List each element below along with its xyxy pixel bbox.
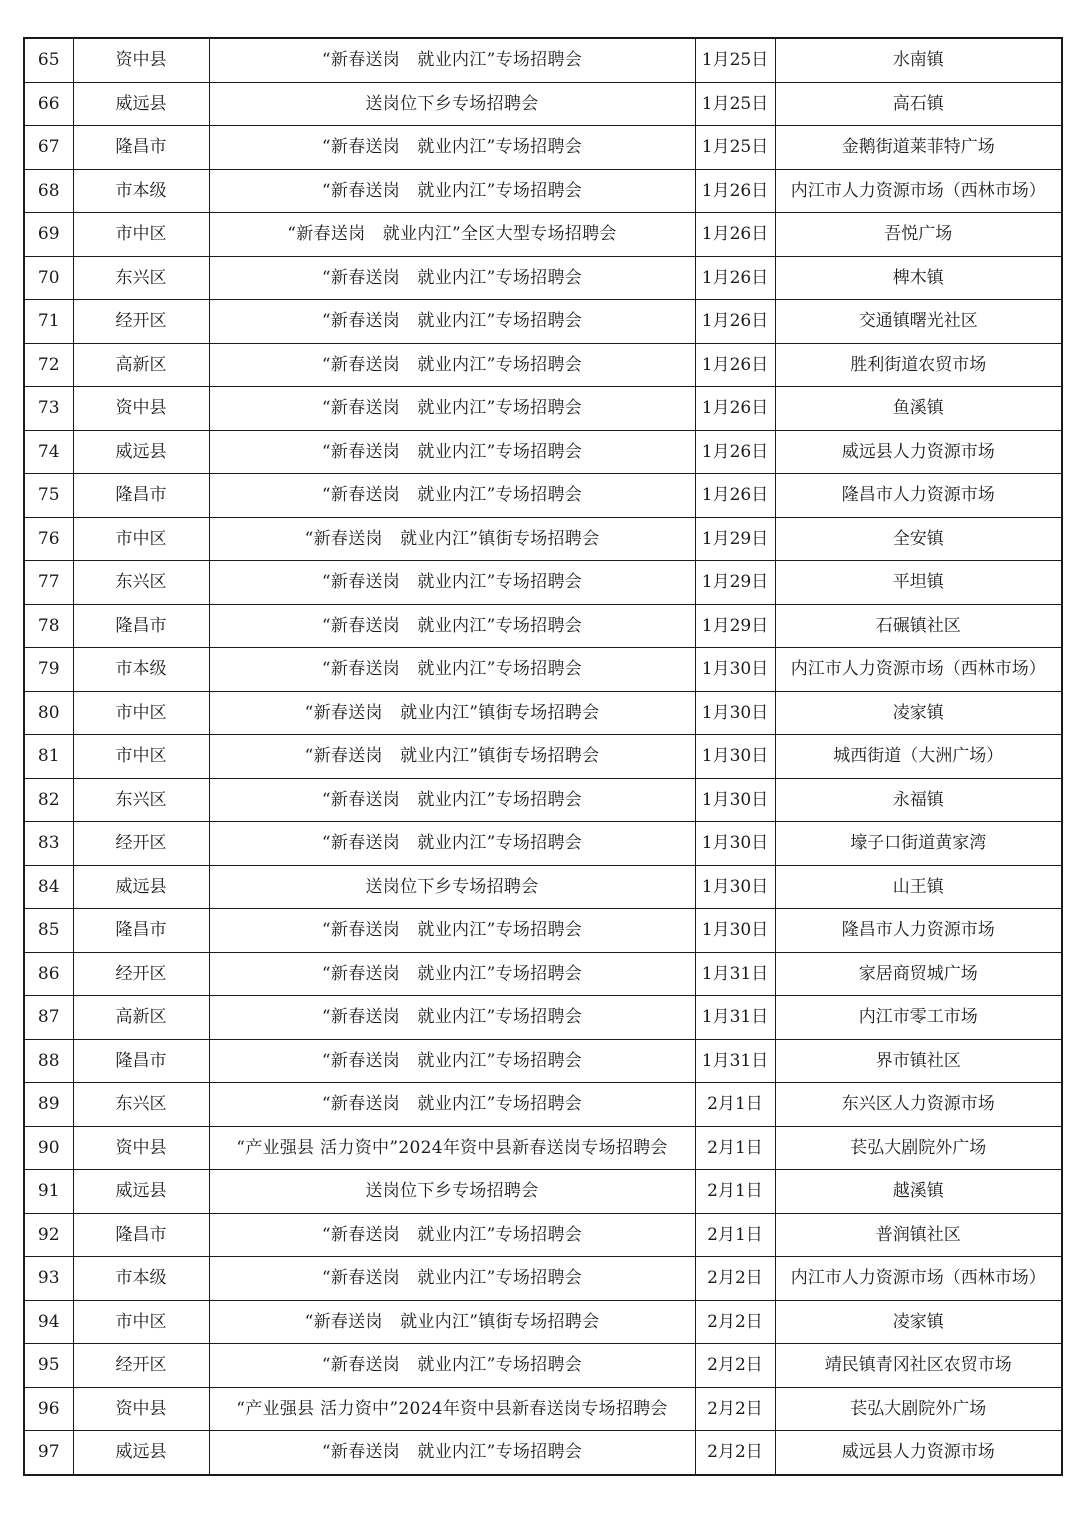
event-date-cell: 1月26日 xyxy=(695,213,775,257)
district-cell: 市中区 xyxy=(73,735,209,779)
row-number-cell: 80 xyxy=(24,691,73,735)
event-name-cell: “新春送岗 就业内江”镇街专场招聘会 xyxy=(209,735,695,779)
row-number-cell: 90 xyxy=(24,1126,73,1170)
row-number-cell: 86 xyxy=(24,952,73,996)
event-name-cell: “新春送岗 就业内江”专场招聘会 xyxy=(209,952,695,996)
row-number-cell: 67 xyxy=(24,126,73,170)
venue-cell: 鱼溪镇 xyxy=(775,387,1062,431)
table-row xyxy=(24,300,1062,344)
venue-cell: 内江市零工市场 xyxy=(775,996,1062,1040)
venue-cell: 凌家镇 xyxy=(775,1300,1062,1344)
district-cell: 市中区 xyxy=(73,213,209,257)
venue-cell: 内江市人力资源市场（西林市场） xyxy=(775,1257,1062,1301)
event-date-cell: 1月25日 xyxy=(695,82,775,126)
table-row xyxy=(24,82,1062,126)
row-number-cell: 78 xyxy=(24,604,73,648)
event-name-cell: “新春送岗 就业内江”专场招聘会 xyxy=(209,300,695,344)
table-row xyxy=(24,343,1062,387)
event-name-cell: “新春送岗 就业内江”专场招聘会 xyxy=(209,648,695,692)
venue-cell: 东兴区人力资源市场 xyxy=(775,1083,1062,1127)
venue-cell: 靖民镇青冈社区农贸市场 xyxy=(775,1344,1062,1388)
event-date-cell: 2月2日 xyxy=(695,1257,775,1301)
venue-cell: 苌弘大剧院外广场 xyxy=(775,1126,1062,1170)
table-row xyxy=(24,822,1062,866)
district-cell: 东兴区 xyxy=(73,1083,209,1127)
event-date-cell: 2月2日 xyxy=(695,1431,775,1475)
table-row xyxy=(24,604,1062,648)
event-date-cell: 2月1日 xyxy=(695,1170,775,1214)
row-number-cell: 92 xyxy=(24,1213,73,1257)
schedule-table-body xyxy=(24,38,1062,1475)
table-row xyxy=(24,430,1062,474)
event-date-cell: 2月2日 xyxy=(695,1344,775,1388)
row-number-cell: 68 xyxy=(24,169,73,213)
event-date-cell: 1月30日 xyxy=(695,778,775,822)
venue-cell: 威远县人力资源市场 xyxy=(775,1431,1062,1475)
district-cell: 市中区 xyxy=(73,1300,209,1344)
event-date-cell: 2月1日 xyxy=(695,1083,775,1127)
venue-cell: 胜利街道农贸市场 xyxy=(775,343,1062,387)
table-row xyxy=(24,996,1062,1040)
event-name-cell: “新春送岗 就业内江”专场招聘会 xyxy=(209,604,695,648)
row-number-cell: 69 xyxy=(24,213,73,257)
event-name-cell: “新春送岗 就业内江”专场招聘会 xyxy=(209,996,695,1040)
event-name-cell: “新春送岗 就业内江”专场招聘会 xyxy=(209,1344,695,1388)
event-date-cell: 1月26日 xyxy=(695,430,775,474)
venue-cell: 苌弘大剧院外广场 xyxy=(775,1387,1062,1431)
event-date-cell: 1月26日 xyxy=(695,343,775,387)
event-date-cell: 1月25日 xyxy=(695,126,775,170)
job-fair-schedule-table xyxy=(23,37,1063,1476)
event-name-cell: “新春送岗 就业内江”专场招聘会 xyxy=(209,1213,695,1257)
row-number-cell: 91 xyxy=(24,1170,73,1214)
district-cell: 隆昌市 xyxy=(73,474,209,518)
event-name-cell: “新春送岗 就业内江”专场招聘会 xyxy=(209,1257,695,1301)
row-number-cell: 85 xyxy=(24,909,73,953)
venue-cell: 界市镇社区 xyxy=(775,1039,1062,1083)
row-number-cell: 77 xyxy=(24,561,73,605)
row-number-cell: 83 xyxy=(24,822,73,866)
venue-cell: 凌家镇 xyxy=(775,691,1062,735)
row-number-cell: 81 xyxy=(24,735,73,779)
table-row xyxy=(24,1257,1062,1301)
table-row xyxy=(24,1083,1062,1127)
event-name-cell: “新春送岗 就业内江”专场招聘会 xyxy=(209,169,695,213)
table-row xyxy=(24,213,1062,257)
row-number-cell: 76 xyxy=(24,517,73,561)
event-date-cell: 1月30日 xyxy=(695,735,775,779)
district-cell: 经开区 xyxy=(73,822,209,866)
row-number-cell: 66 xyxy=(24,82,73,126)
venue-cell: 内江市人力资源市场（西林市场） xyxy=(775,169,1062,213)
event-name-cell: “新春送岗 就业内江”专场招聘会 xyxy=(209,1431,695,1475)
table-row xyxy=(24,1213,1062,1257)
event-name-cell: 送岗位下乡专场招聘会 xyxy=(209,1170,695,1214)
venue-cell: 家居商贸城广场 xyxy=(775,952,1062,996)
district-cell: 资中县 xyxy=(73,387,209,431)
event-date-cell: 1月30日 xyxy=(695,865,775,909)
row-number-cell: 95 xyxy=(24,1344,73,1388)
event-date-cell: 1月29日 xyxy=(695,604,775,648)
row-number-cell: 72 xyxy=(24,343,73,387)
district-cell: 市本级 xyxy=(73,648,209,692)
row-number-cell: 71 xyxy=(24,300,73,344)
venue-cell: 全安镇 xyxy=(775,517,1062,561)
table-row xyxy=(24,517,1062,561)
venue-cell: 越溪镇 xyxy=(775,1170,1062,1214)
district-cell: 东兴区 xyxy=(73,256,209,300)
venue-cell: 普润镇社区 xyxy=(775,1213,1062,1257)
district-cell: 威远县 xyxy=(73,865,209,909)
row-number-cell: 87 xyxy=(24,996,73,1040)
event-name-cell: “新春送岗 就业内江”全区大型专场招聘会 xyxy=(209,213,695,257)
table-row xyxy=(24,952,1062,996)
event-date-cell: 1月30日 xyxy=(695,691,775,735)
district-cell: 东兴区 xyxy=(73,778,209,822)
row-number-cell: 96 xyxy=(24,1387,73,1431)
table-row xyxy=(24,1126,1062,1170)
district-cell: 高新区 xyxy=(73,996,209,1040)
table-row xyxy=(24,1431,1062,1475)
event-date-cell: 2月2日 xyxy=(695,1300,775,1344)
table-row xyxy=(24,648,1062,692)
event-date-cell: 2月1日 xyxy=(695,1213,775,1257)
event-name-cell: “新春送岗 就业内江”镇街专场招聘会 xyxy=(209,1300,695,1344)
district-cell: 东兴区 xyxy=(73,561,209,605)
district-cell: 市中区 xyxy=(73,691,209,735)
event-date-cell: 1月30日 xyxy=(695,648,775,692)
event-date-cell: 1月29日 xyxy=(695,561,775,605)
table-row xyxy=(24,169,1062,213)
event-name-cell: “新春送岗 就业内江”镇街专场招聘会 xyxy=(209,517,695,561)
event-name-cell: “新春送岗 就业内江”专场招聘会 xyxy=(209,38,695,82)
event-date-cell: 1月31日 xyxy=(695,996,775,1040)
event-name-cell: “新春送岗 就业内江”专场招聘会 xyxy=(209,778,695,822)
event-date-cell: 1月30日 xyxy=(695,909,775,953)
district-cell: 资中县 xyxy=(73,1387,209,1431)
table-row xyxy=(24,1170,1062,1214)
venue-cell: 高石镇 xyxy=(775,82,1062,126)
table-row xyxy=(24,474,1062,518)
event-name-cell: “新春送岗 就业内江”专场招聘会 xyxy=(209,126,695,170)
event-date-cell: 1月26日 xyxy=(695,256,775,300)
district-cell: 威远县 xyxy=(73,82,209,126)
venue-cell: 石碾镇社区 xyxy=(775,604,1062,648)
event-name-cell: “新春送岗 就业内江”专场招聘会 xyxy=(209,343,695,387)
venue-cell: 吾悦广场 xyxy=(775,213,1062,257)
event-date-cell: 1月25日 xyxy=(695,38,775,82)
event-date-cell: 1月30日 xyxy=(695,822,775,866)
table-row xyxy=(24,691,1062,735)
district-cell: 资中县 xyxy=(73,38,209,82)
district-cell: 隆昌市 xyxy=(73,909,209,953)
event-name-cell: “产业强县 活力资中”2024年资中县新春送岗专场招聘会 xyxy=(209,1387,695,1431)
table-row xyxy=(24,256,1062,300)
event-name-cell: “新春送岗 就业内江”专场招聘会 xyxy=(209,474,695,518)
event-name-cell: “新春送岗 就业内江”专场招聘会 xyxy=(209,1039,695,1083)
row-number-cell: 65 xyxy=(24,38,73,82)
row-number-cell: 75 xyxy=(24,474,73,518)
district-cell: 威远县 xyxy=(73,1431,209,1475)
venue-cell: 平坦镇 xyxy=(775,561,1062,605)
event-name-cell: “新春送岗 就业内江”镇街专场招聘会 xyxy=(209,691,695,735)
row-number-cell: 79 xyxy=(24,648,73,692)
venue-cell: 内江市人力资源市场（西林市场） xyxy=(775,648,1062,692)
district-cell: 市本级 xyxy=(73,1257,209,1301)
district-cell: 隆昌市 xyxy=(73,126,209,170)
table-row xyxy=(24,387,1062,431)
table-row xyxy=(24,1387,1062,1431)
district-cell: 威远县 xyxy=(73,430,209,474)
table-row xyxy=(24,909,1062,953)
event-name-cell: “新春送岗 就业内江”专场招聘会 xyxy=(209,909,695,953)
event-name-cell: 送岗位下乡专场招聘会 xyxy=(209,82,695,126)
venue-cell: 威远县人力资源市场 xyxy=(775,430,1062,474)
district-cell: 经开区 xyxy=(73,300,209,344)
district-cell: 隆昌市 xyxy=(73,1213,209,1257)
event-date-cell: 2月2日 xyxy=(695,1387,775,1431)
event-name-cell: “新春送岗 就业内江”专场招聘会 xyxy=(209,256,695,300)
event-date-cell: 2月1日 xyxy=(695,1126,775,1170)
venue-cell: 隆昌市人力资源市场 xyxy=(775,474,1062,518)
district-cell: 威远县 xyxy=(73,1170,209,1214)
table-row xyxy=(24,126,1062,170)
district-cell: 隆昌市 xyxy=(73,604,209,648)
event-date-cell: 1月29日 xyxy=(695,517,775,561)
event-name-cell: “新春送岗 就业内江”专场招聘会 xyxy=(209,561,695,605)
event-name-cell: “产业强县 活力资中”2024年资中县新春送岗专场招聘会 xyxy=(209,1126,695,1170)
event-date-cell: 1月26日 xyxy=(695,300,775,344)
venue-cell: 水南镇 xyxy=(775,38,1062,82)
table-row xyxy=(24,865,1062,909)
event-name-cell: “新春送岗 就业内江”专场招聘会 xyxy=(209,387,695,431)
district-cell: 隆昌市 xyxy=(73,1039,209,1083)
table-row xyxy=(24,1039,1062,1083)
event-date-cell: 1月26日 xyxy=(695,387,775,431)
row-number-cell: 82 xyxy=(24,778,73,822)
district-cell: 市中区 xyxy=(73,517,209,561)
row-number-cell: 89 xyxy=(24,1083,73,1127)
event-date-cell: 1月31日 xyxy=(695,1039,775,1083)
row-number-cell: 70 xyxy=(24,256,73,300)
row-number-cell: 94 xyxy=(24,1300,73,1344)
row-number-cell: 74 xyxy=(24,430,73,474)
row-number-cell: 88 xyxy=(24,1039,73,1083)
venue-cell: 金鹅街道莱菲特广场 xyxy=(775,126,1062,170)
venue-cell: 隆昌市人力资源市场 xyxy=(775,909,1062,953)
venue-cell: 山王镇 xyxy=(775,865,1062,909)
table-row xyxy=(24,1344,1062,1388)
event-name-cell: “新春送岗 就业内江”专场招聘会 xyxy=(209,822,695,866)
event-name-cell: “新春送岗 就业内江”专场招聘会 xyxy=(209,1083,695,1127)
venue-cell: 壕子口街道黄家湾 xyxy=(775,822,1062,866)
table-row xyxy=(24,1300,1062,1344)
district-cell: 经开区 xyxy=(73,952,209,996)
venue-cell: 永福镇 xyxy=(775,778,1062,822)
row-number-cell: 84 xyxy=(24,865,73,909)
district-cell: 经开区 xyxy=(73,1344,209,1388)
venue-cell: 城西街道（大洲广场） xyxy=(775,735,1062,779)
event-name-cell: “新春送岗 就业内江”专场招聘会 xyxy=(209,430,695,474)
table-row xyxy=(24,735,1062,779)
row-number-cell: 73 xyxy=(24,387,73,431)
district-cell: 资中县 xyxy=(73,1126,209,1170)
district-cell: 市本级 xyxy=(73,169,209,213)
row-number-cell: 97 xyxy=(24,1431,73,1475)
event-date-cell: 1月26日 xyxy=(695,169,775,213)
venue-cell: 椑木镇 xyxy=(775,256,1062,300)
event-date-cell: 1月26日 xyxy=(695,474,775,518)
venue-cell: 交通镇曙光社区 xyxy=(775,300,1062,344)
table-row xyxy=(24,38,1062,82)
table-row xyxy=(24,778,1062,822)
event-date-cell: 1月31日 xyxy=(695,952,775,996)
row-number-cell: 93 xyxy=(24,1257,73,1301)
district-cell: 高新区 xyxy=(73,343,209,387)
event-name-cell: 送岗位下乡专场招聘会 xyxy=(209,865,695,909)
table-row xyxy=(24,561,1062,605)
